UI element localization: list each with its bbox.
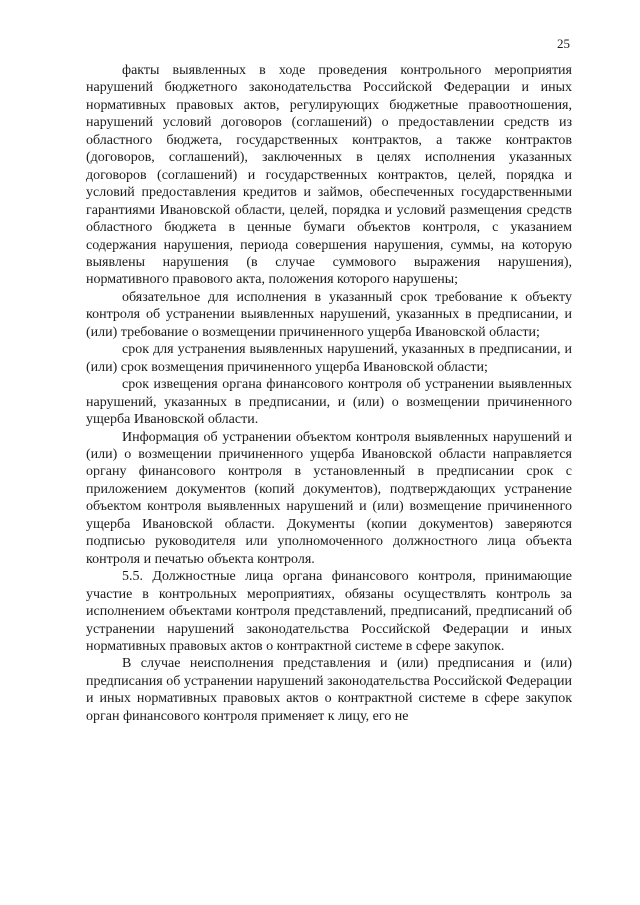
- paragraph-notification-deadline: срок извещения органа финансового контроля об устранении выявленных нарушений, указанных в предписании, и (или) о возмещении причиненного ущерба Ивановской области.: [86, 377, 572, 428]
- paragraph-section-5-5: 5.5. Должностные лица органа финансового контроля, принимающие участие в контрольных мероприятиях, обязаны осуществлять контроль за исполнением объектами контроля представлений, предписаний, предписаний об устранении нарушений законодательства Российской Федерации и иных нормативных правовых актов о контрактной системе в сфере закупок.: [86, 569, 572, 654]
- page-number: 25: [557, 36, 570, 51]
- paragraph-non-execution: В случае неисполнения представления и (или) предписания и (или) предписания об устранении нарушений законодательства Российской Федерации и иных нормативных правовых актов о контрактной системе в сфере закупок орган финансового контроля применяет к лицу, его не: [86, 656, 572, 724]
- paragraph-violation-facts: факты выявленных в ходе проведения контрольного мероприятия нарушений бюджетного законодательства Российской Федерации и иных нормативных правовых актов, регулирующих бюджетные правоотношения, нарушений условий договоров (соглашений) о предоставлении средств из областного бюджета, государственных контрактов, а также контрактов (договоров, соглашений), заключенных в целях исполнения указанных договоров (соглашений) и государственных контрактов, целей, порядка и условий предоставления кредитов и займов, обеспеченных государственными гарантиями Ивановской области, целей, порядка и условий размещения средств областного бюджета в ценные бумаги объектов контроля, с указанием содержания нарушения, периода совершения нарушения, суммы, на которую выявлены нарушения (в случае суммового выражения нарушения), нормативного правового акта, положения которого нарушены;: [86, 63, 572, 288]
- paragraph-elimination-information: Информация об устранении объектом контроля выявленных нарушений и (или) о возмещении причиненного ущерба Ивановской области направляется органу финансового контроля в установленный в предписании срок с приложением документов (копий документов), подтверждающих устранение объектом контроля выявленных нарушений и (или) возмещение причиненного ущерба Ивановской области. Документы (копии документов) заверяются подписью руководителя или уполномоченного должностного лица объекта контроля и печатью объекта контроля.: [86, 429, 572, 567]
- paragraph-elimination-deadline: срок для устранения выявленных нарушений, указанных в предписании, и (или) срок возмещения причиненного ущерба Ивановской области;: [86, 342, 572, 375]
- paragraph-mandatory-requirement: обязательное для исполнения в указанный срок требование к объекту контроля об устранении выявленных нарушений, указанных в предписании, и (или) требование о возмещении причиненного ущерба Ивановской области;: [86, 289, 572, 340]
- document-body: [86, 62, 572, 725]
